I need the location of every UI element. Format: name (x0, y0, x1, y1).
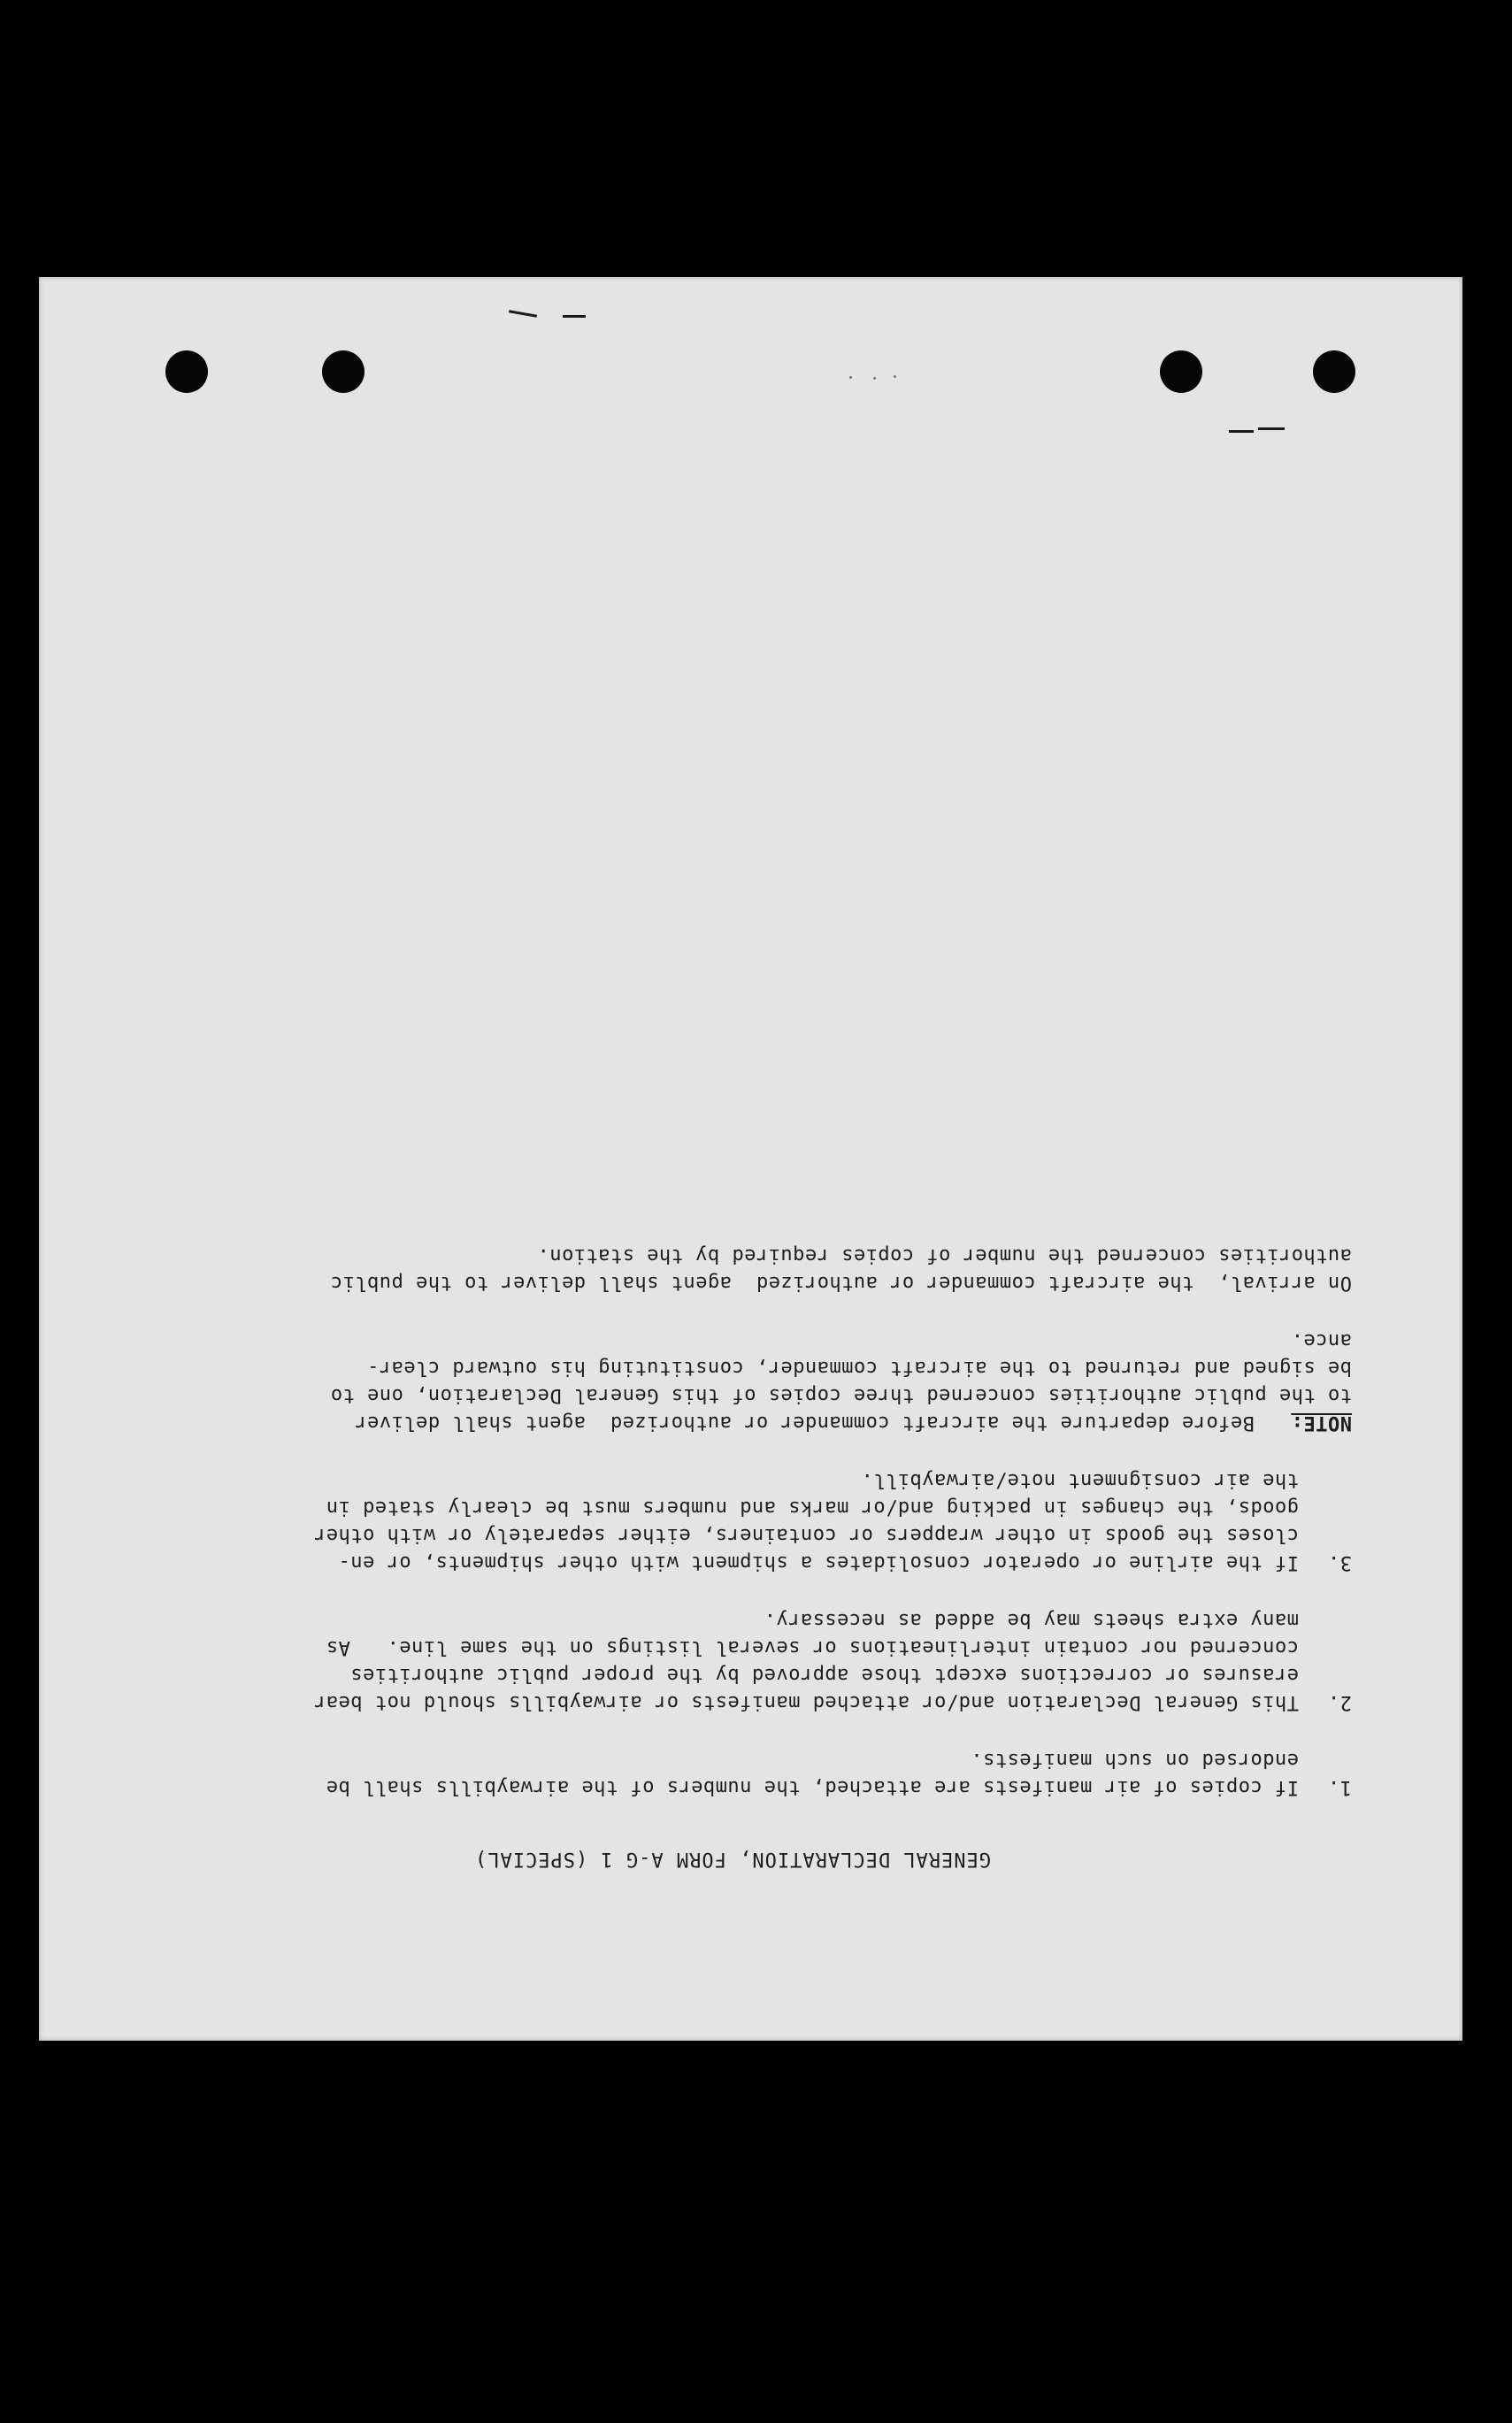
note-paragraph (113, 1327, 1352, 1436)
document-heading: GENERAL DECLARATION, FORM A-G 1 (SPECIAL) (473, 1848, 992, 1870)
text-line: be signed and returned to the aircraft commander, constituting his outward clear- (366, 1357, 1352, 1379)
text-line: On arrival, the aircraft commander or authorized agent shall deliver to the public (330, 1272, 1352, 1294)
text-line: goods, the changes in packing and/or marks and numbers must be clearly stated in (326, 1496, 1299, 1519)
item-number: 1. (1327, 1776, 1352, 1798)
document-page (39, 277, 1462, 2041)
list-item (113, 1746, 1352, 1801)
rotated-content (39, 277, 1462, 2041)
text-line: many extra sheets may be added as necessary. (764, 1609, 1299, 1631)
text-line: erasures or corrections except those approved by the proper public authorities (349, 1664, 1299, 1686)
text-line: to the public authorities concerned three copies of this General Declaration, one to (330, 1384, 1352, 1406)
item-number: 2. (1327, 1691, 1352, 1713)
text-line (113, 1409, 1352, 1436)
list-item (113, 1606, 1352, 1716)
text-line: ance. (1291, 1329, 1352, 1351)
item-text (113, 1606, 1299, 1716)
text-line: endorsed on such manifests. (970, 1749, 1299, 1771)
text-line: closes the goods in other wrappers or containers, either separately or with other (313, 1524, 1299, 1546)
text-line: authorities concerned the number of copies required by the station. (537, 1244, 1352, 1266)
text-line: If the airline or operator consolidates a shipment with other shipments, or en- (338, 1551, 1299, 1573)
item-number: 3. (1327, 1551, 1352, 1573)
text-line: This General Declaration and/or attached manifests or airwaybills should not bear (313, 1691, 1299, 1713)
note-first-line: Before departure the aircraft commander or authorized agent shall deliver (354, 1411, 1292, 1434)
arrival-paragraph (113, 1242, 1352, 1296)
text-line: the air consignment note/airwaybill. (861, 1469, 1299, 1491)
item-text (113, 1746, 1299, 1801)
text-line: concerned nor contain interlineations or several listings on the same line. As (326, 1636, 1299, 1658)
text-line: If copies of air manifests are attached, the numbers of the airwaybills shall be (326, 1776, 1299, 1798)
list-item (113, 1466, 1352, 1576)
note-label: NOTE: (1291, 1411, 1352, 1434)
item-text (113, 1466, 1299, 1576)
text-block (113, 1242, 1352, 1873)
